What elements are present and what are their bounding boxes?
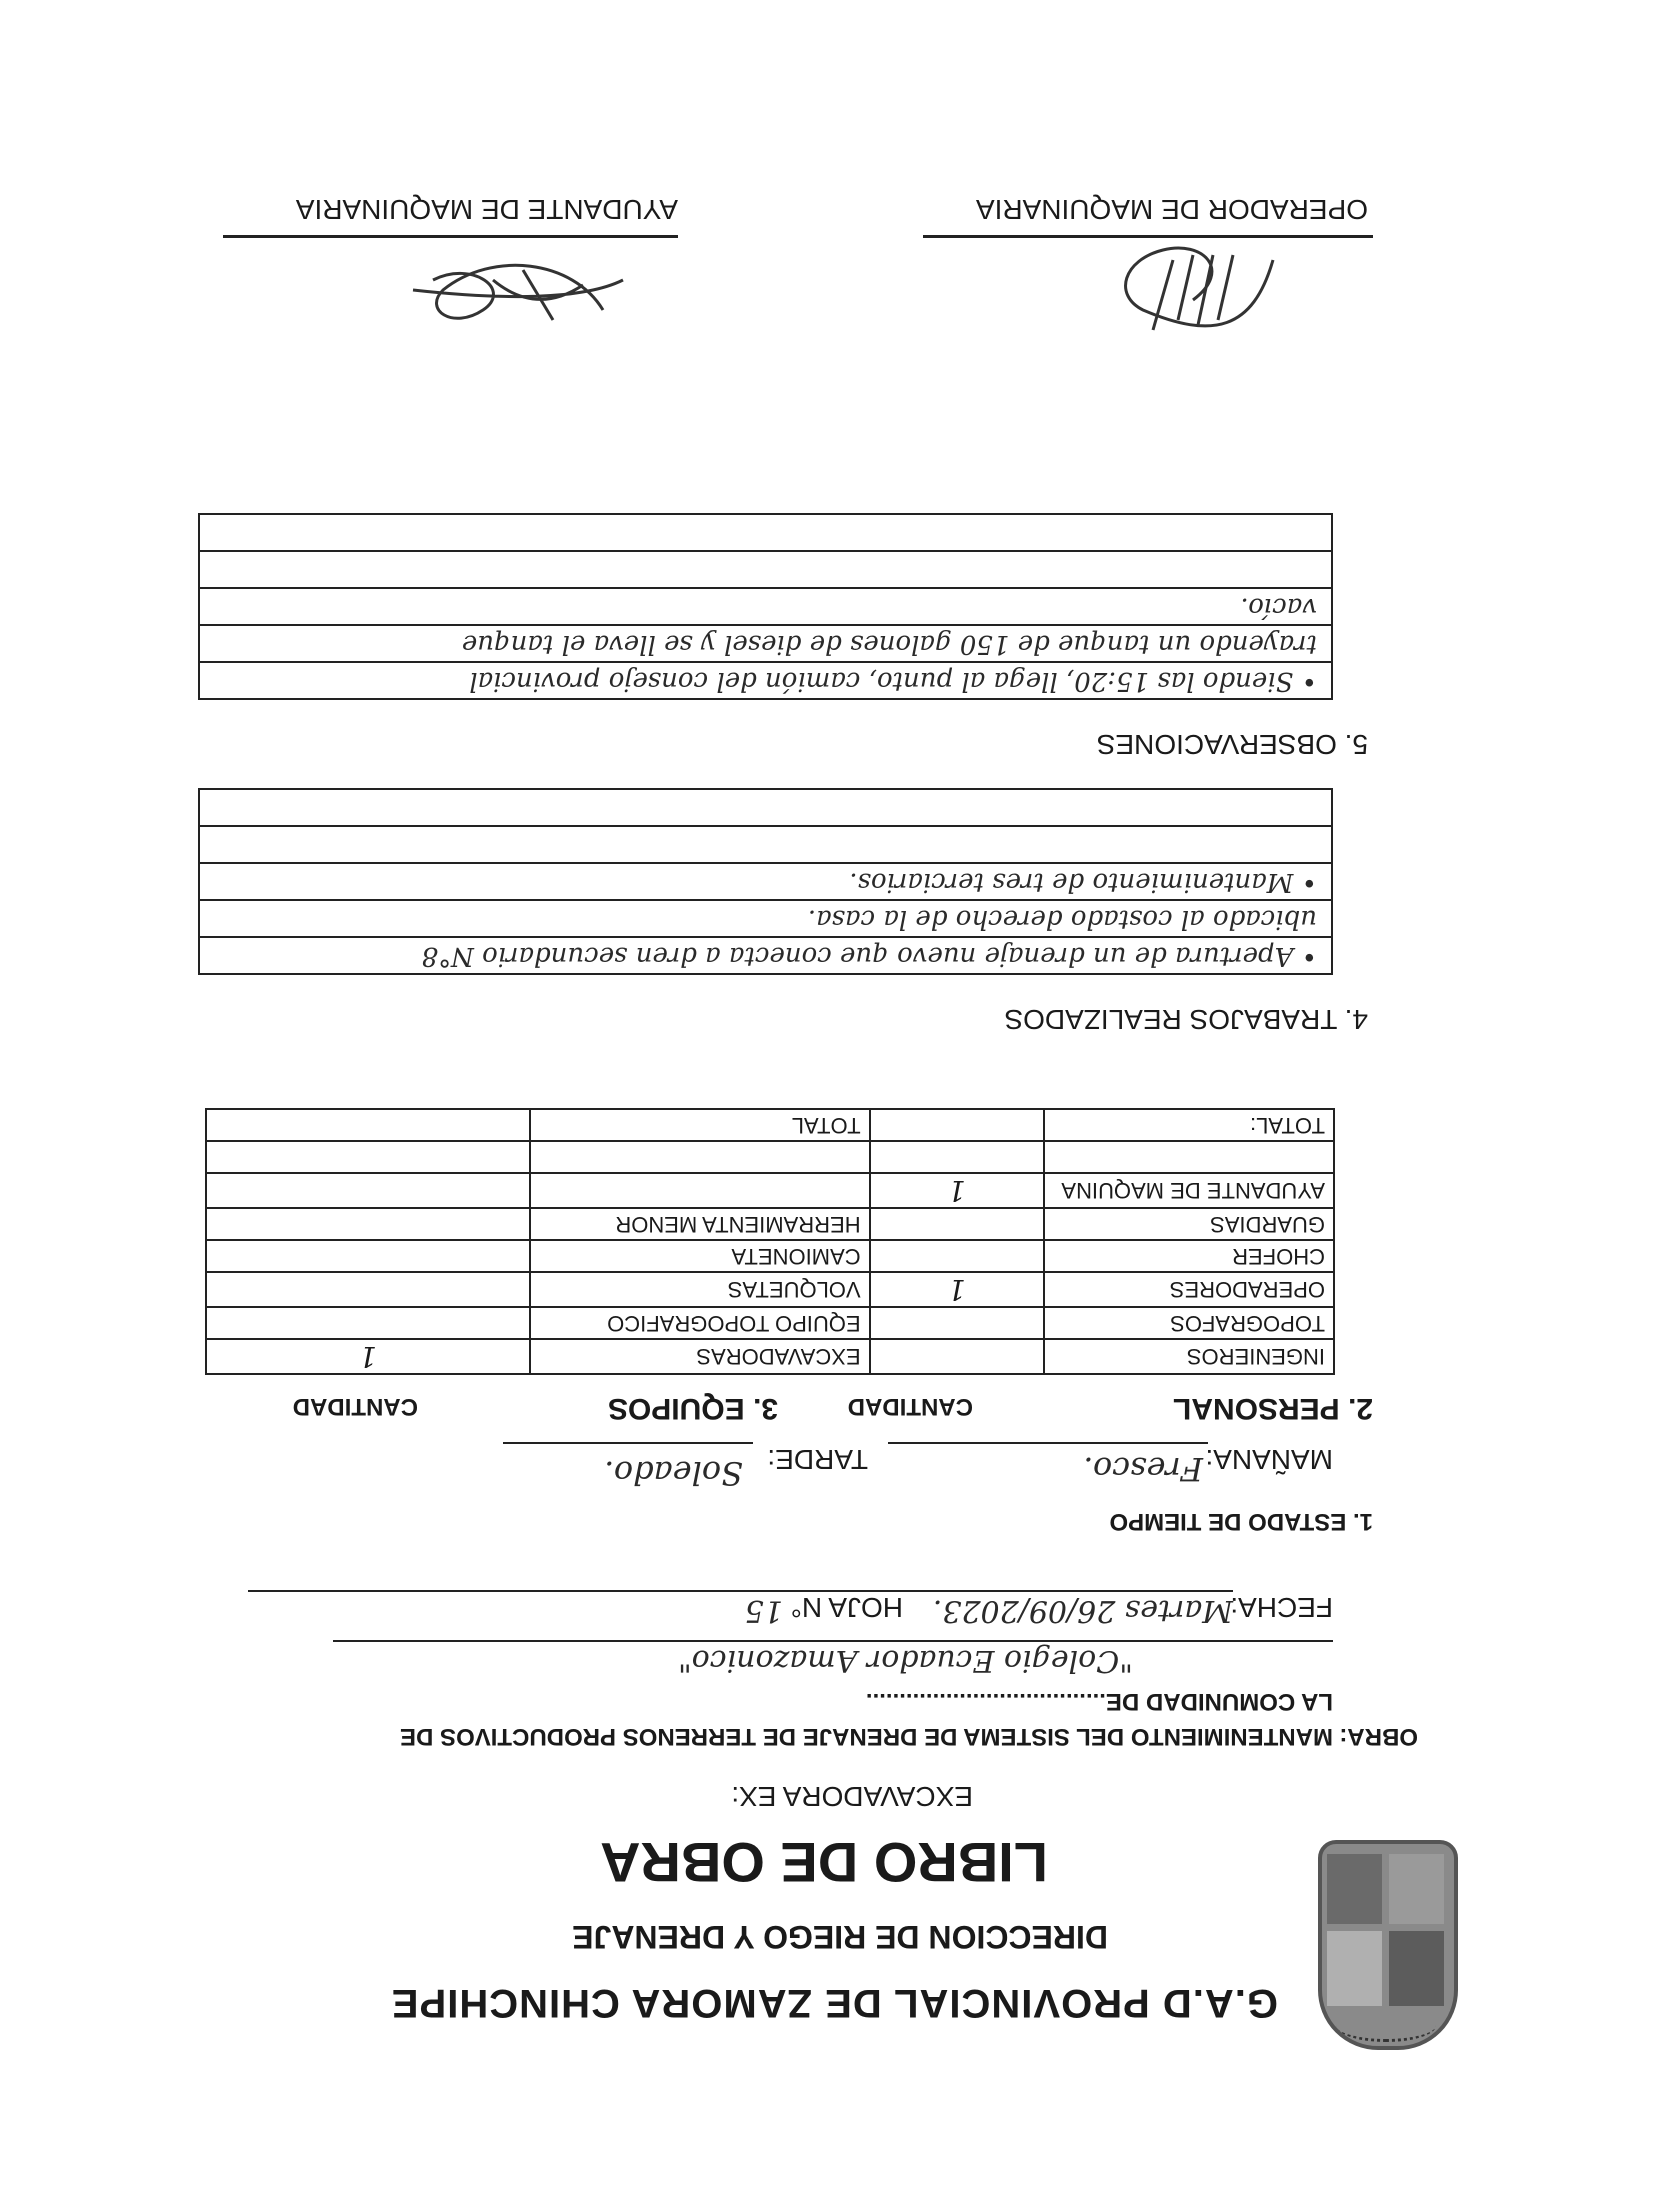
equipment-label: HERRAMIENTA MENOR [530,1208,870,1240]
personal-label: GUARDIAS [1044,1208,1334,1240]
table-row [206,1141,1334,1173]
personal-label: TOTAL: [1044,1109,1334,1141]
text-line [200,788,1331,825]
equipment-qty [206,1141,530,1173]
community-value: "Colegio Ecuador Amazonico" [677,1643,1133,1678]
equipment-qty [206,1208,530,1240]
text-line [200,550,1331,587]
equipos-qty-heading: CANTIDAD [292,1393,418,1420]
department-title: DIRECCION DE RIEGO Y DRENAJE [572,1919,1108,1955]
text-line [200,624,1331,661]
equipment-qty [206,1240,530,1272]
morning-value: Fresco. [1083,1450,1203,1488]
text-line [200,862,1331,899]
hoja-label: HOJA N° [790,1592,903,1623]
equipos-heading: 3. EQUIPOS [607,1392,778,1425]
document-title: LIBRO DE OBRA [600,1831,1048,1894]
work-box [198,788,1333,975]
equipment-label [530,1141,870,1173]
work-heading: 4. TRABAJOS REALIZADOS [1004,1004,1368,1035]
operator-signature [1093,230,1293,350]
handwritten-text: • Apertura de un drenaje nuevo que conecta a dren secundario N°8 [421,941,1317,971]
emblem-logo [1318,1840,1458,2050]
text-line [200,513,1331,550]
personal-qty [870,1307,1044,1339]
personal-label: OPERADORES [1044,1272,1334,1307]
operator-signature-label: OPERADOR DE MAQUINARIA [975,194,1368,225]
personal-heading: 2. PERSONAL [1172,1392,1373,1425]
personal-qty: 1 [870,1272,1044,1307]
obra-label: OBRA: [1339,1723,1418,1750]
hoja-value: 15 [744,1593,783,1628]
table-row [206,1272,1334,1307]
personal-qty [870,1109,1044,1141]
personal-label: CHOFER [1044,1240,1334,1272]
table-row [206,1240,1334,1272]
text-line [200,899,1331,936]
weather-heading: 1. ESTADO DE TIEMPO [1109,1508,1373,1535]
fecha-value: Martes 26/09/2023. [932,1593,1233,1628]
personal-qty [870,1240,1044,1272]
text-line [200,661,1331,698]
equipment-label [530,1173,870,1208]
text-line [200,825,1331,862]
personal-qty [870,1339,1044,1374]
equipment-qty [206,1173,530,1208]
table-row [206,1339,1334,1374]
text-line [200,587,1331,624]
morning-label: MAÑANA: [1205,1444,1333,1475]
afternoon-value: Soleado. [604,1454,743,1492]
table-row [206,1109,1334,1141]
org-title: G.A.D PROVINCIAL DE ZAMORA CHINCHIPE [390,1981,1278,2025]
assistant-signature-label: AYUDANTE DE MAQUINARIA [295,194,678,225]
observations-box [198,513,1333,700]
afternoon-label: TARDE: [767,1444,868,1475]
handwritten-text: • Siendo las 15:20, llega al punto, camión del consejo provincial [469,666,1317,696]
community-label: LA COMUNIDAD DE.................................... [865,1688,1333,1715]
table-row [206,1208,1334,1240]
equipment-qty [206,1109,530,1141]
observations-heading: 5. OBSERVACIONES [1096,729,1368,760]
equipment-label: EXCAVADORAS [530,1339,870,1374]
equipment-label: EQUIPO TOPOGRAFICO [530,1307,870,1339]
personal-label: INGENIEROS [1044,1339,1334,1374]
personal-qty-heading: CANTIDAD [847,1393,973,1420]
personal-qty [870,1208,1044,1240]
handwritten-text: trayendo un tanque de 150 galones de diesel y se lleva el tanque [461,629,1317,659]
equipment-qty [206,1307,530,1339]
personal-qty [870,1141,1044,1173]
personal-equipment-table [205,1108,1335,1375]
fecha-label: FECHA: [1230,1592,1333,1623]
text-line [200,936,1331,973]
personal-label [1044,1141,1334,1173]
handwritten-text: vacío. [1240,592,1317,622]
table-row [206,1307,1334,1339]
obra-text: MANTENIMIENTO DEL SISTEMA DE DRENAJE DE TERRENOS PRODUCTIVOS DE [400,1723,1333,1750]
handwritten-text: • Mantenimiento de tres terciarios. [849,867,1317,897]
personal-label: AYUDANTE DE MAQUINA [1044,1173,1334,1208]
equipment-label: EXCAVADORA EX: [731,1781,973,1812]
equipment-label: CAMIONETA [530,1240,870,1272]
personal-label: TOPOGRAFOS [1044,1307,1334,1339]
assistant-signature [383,240,643,350]
equipment-label: VOLQUETAS [530,1272,870,1307]
equipment-qty [206,1272,530,1307]
equipment-label: TOTAL [530,1109,870,1141]
personal-qty: 1 [870,1173,1044,1208]
table-row [206,1173,1334,1208]
handwritten-text: ubicado al costado derecho de la casa. [807,904,1317,934]
equipment-qty: 1 [206,1339,530,1374]
